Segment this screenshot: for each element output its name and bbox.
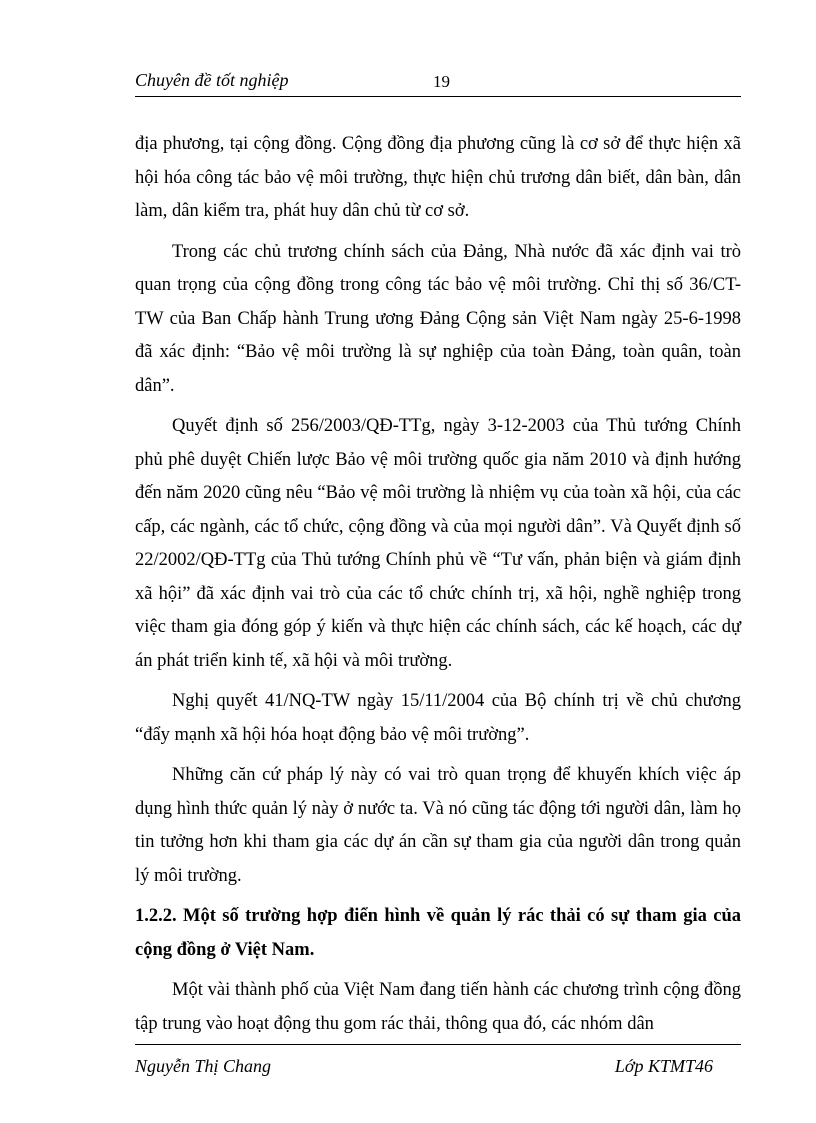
paragraph: Trong các chủ trương chính sách của Đảng, Nhà nước đã xác định vai trò quan trọng của cộng đồng trong công tác bảo vệ môi trường. Chỉ thị số 36/CT-TW của Ban Chấp hành Trung ương Đảng Cộng sản Việt Nam ngày 25-6-1998 đã xác định: “Bảo vệ môi trường là sự nghiệp của toàn Đảng, toàn quân, toàn dân”. — [135, 241, 741, 396]
page-footer — [135, 1044, 741, 1085]
paragraph: Nghị quyết 41/NQ-TW ngày 15/11/2004 của Bộ chính trị về chủ chương “đẩy mạnh xã hội hóa hoạt động bảo vệ môi trường”. — [135, 691, 741, 745]
page-body — [135, 128, 741, 1048]
paragraph: Những căn cứ pháp lý này có vai trò quan trọng để khuyến khích việc áp dụng hình thức quản lý này ở nước ta. Và nó cũng tác động tới người dân, làm họ tin tưởng hơn khi tham gia các dự án cần sự tham gia của người dân trong quản lý môi trường. — [135, 765, 741, 886]
paragraph: Quyết định số 256/2003/QĐ-TTg, ngày 3-12-2003 của Thủ tướng Chính phủ phê duyệt Chiến lược Bảo vệ môi trường quốc gia năm 2010 và định hướng đến năm 2020 cũng nêu “Bảo vệ môi trường là nhiệm vụ của toàn xã hội, của các cấp, các ngành, các tổ chức, cộng đồng và của mọi người dân”. Và Quyết định số 22/2002/QĐ-TTg của Thủ tướng Chính phủ về “Tư vấn, phản biện và giám định xã hội” đã xác định vai trò của các tổ chức chính trị, xã hội, nghề nghiệp trong việc tham gia đóng góp ý kiến và thực hiện các chính sách, các kế hoạch, các dự án phát triển kinh tế, xã hội và môi trường. — [135, 416, 741, 671]
page-number: 19 — [433, 72, 450, 91]
class-name: Lớp KTMT46 — [614, 1056, 713, 1076]
paragraph: Một vài thành phố của Việt Nam đang tiến hành các chương trình cộng đồng tập trung vào hoạt động thu gom rác thải, thông qua đó, các nhóm dân — [135, 980, 741, 1034]
paragraph-continuation: địa phương, tại cộng đồng. Cộng đồng địa phương cũng là cơ sở để thực hiện xã hội hóa công tác bảo vệ môi trường, thực hiện chủ trương dân biết, dân bàn, dân làm, dân kiểm tra, phát huy dân chủ từ cơ sở. — [135, 134, 741, 221]
author-name: Nguyễn Thị Chang — [135, 1056, 272, 1076]
document-title: Chuyên đề tốt nghiệp — [135, 70, 289, 90]
section-heading: 1.2.2. Một số trường hợp điển hình về quản lý rác thải có sự tham gia của cộng đồng ở Việt Nam. — [135, 906, 741, 960]
page-header — [135, 68, 741, 97]
